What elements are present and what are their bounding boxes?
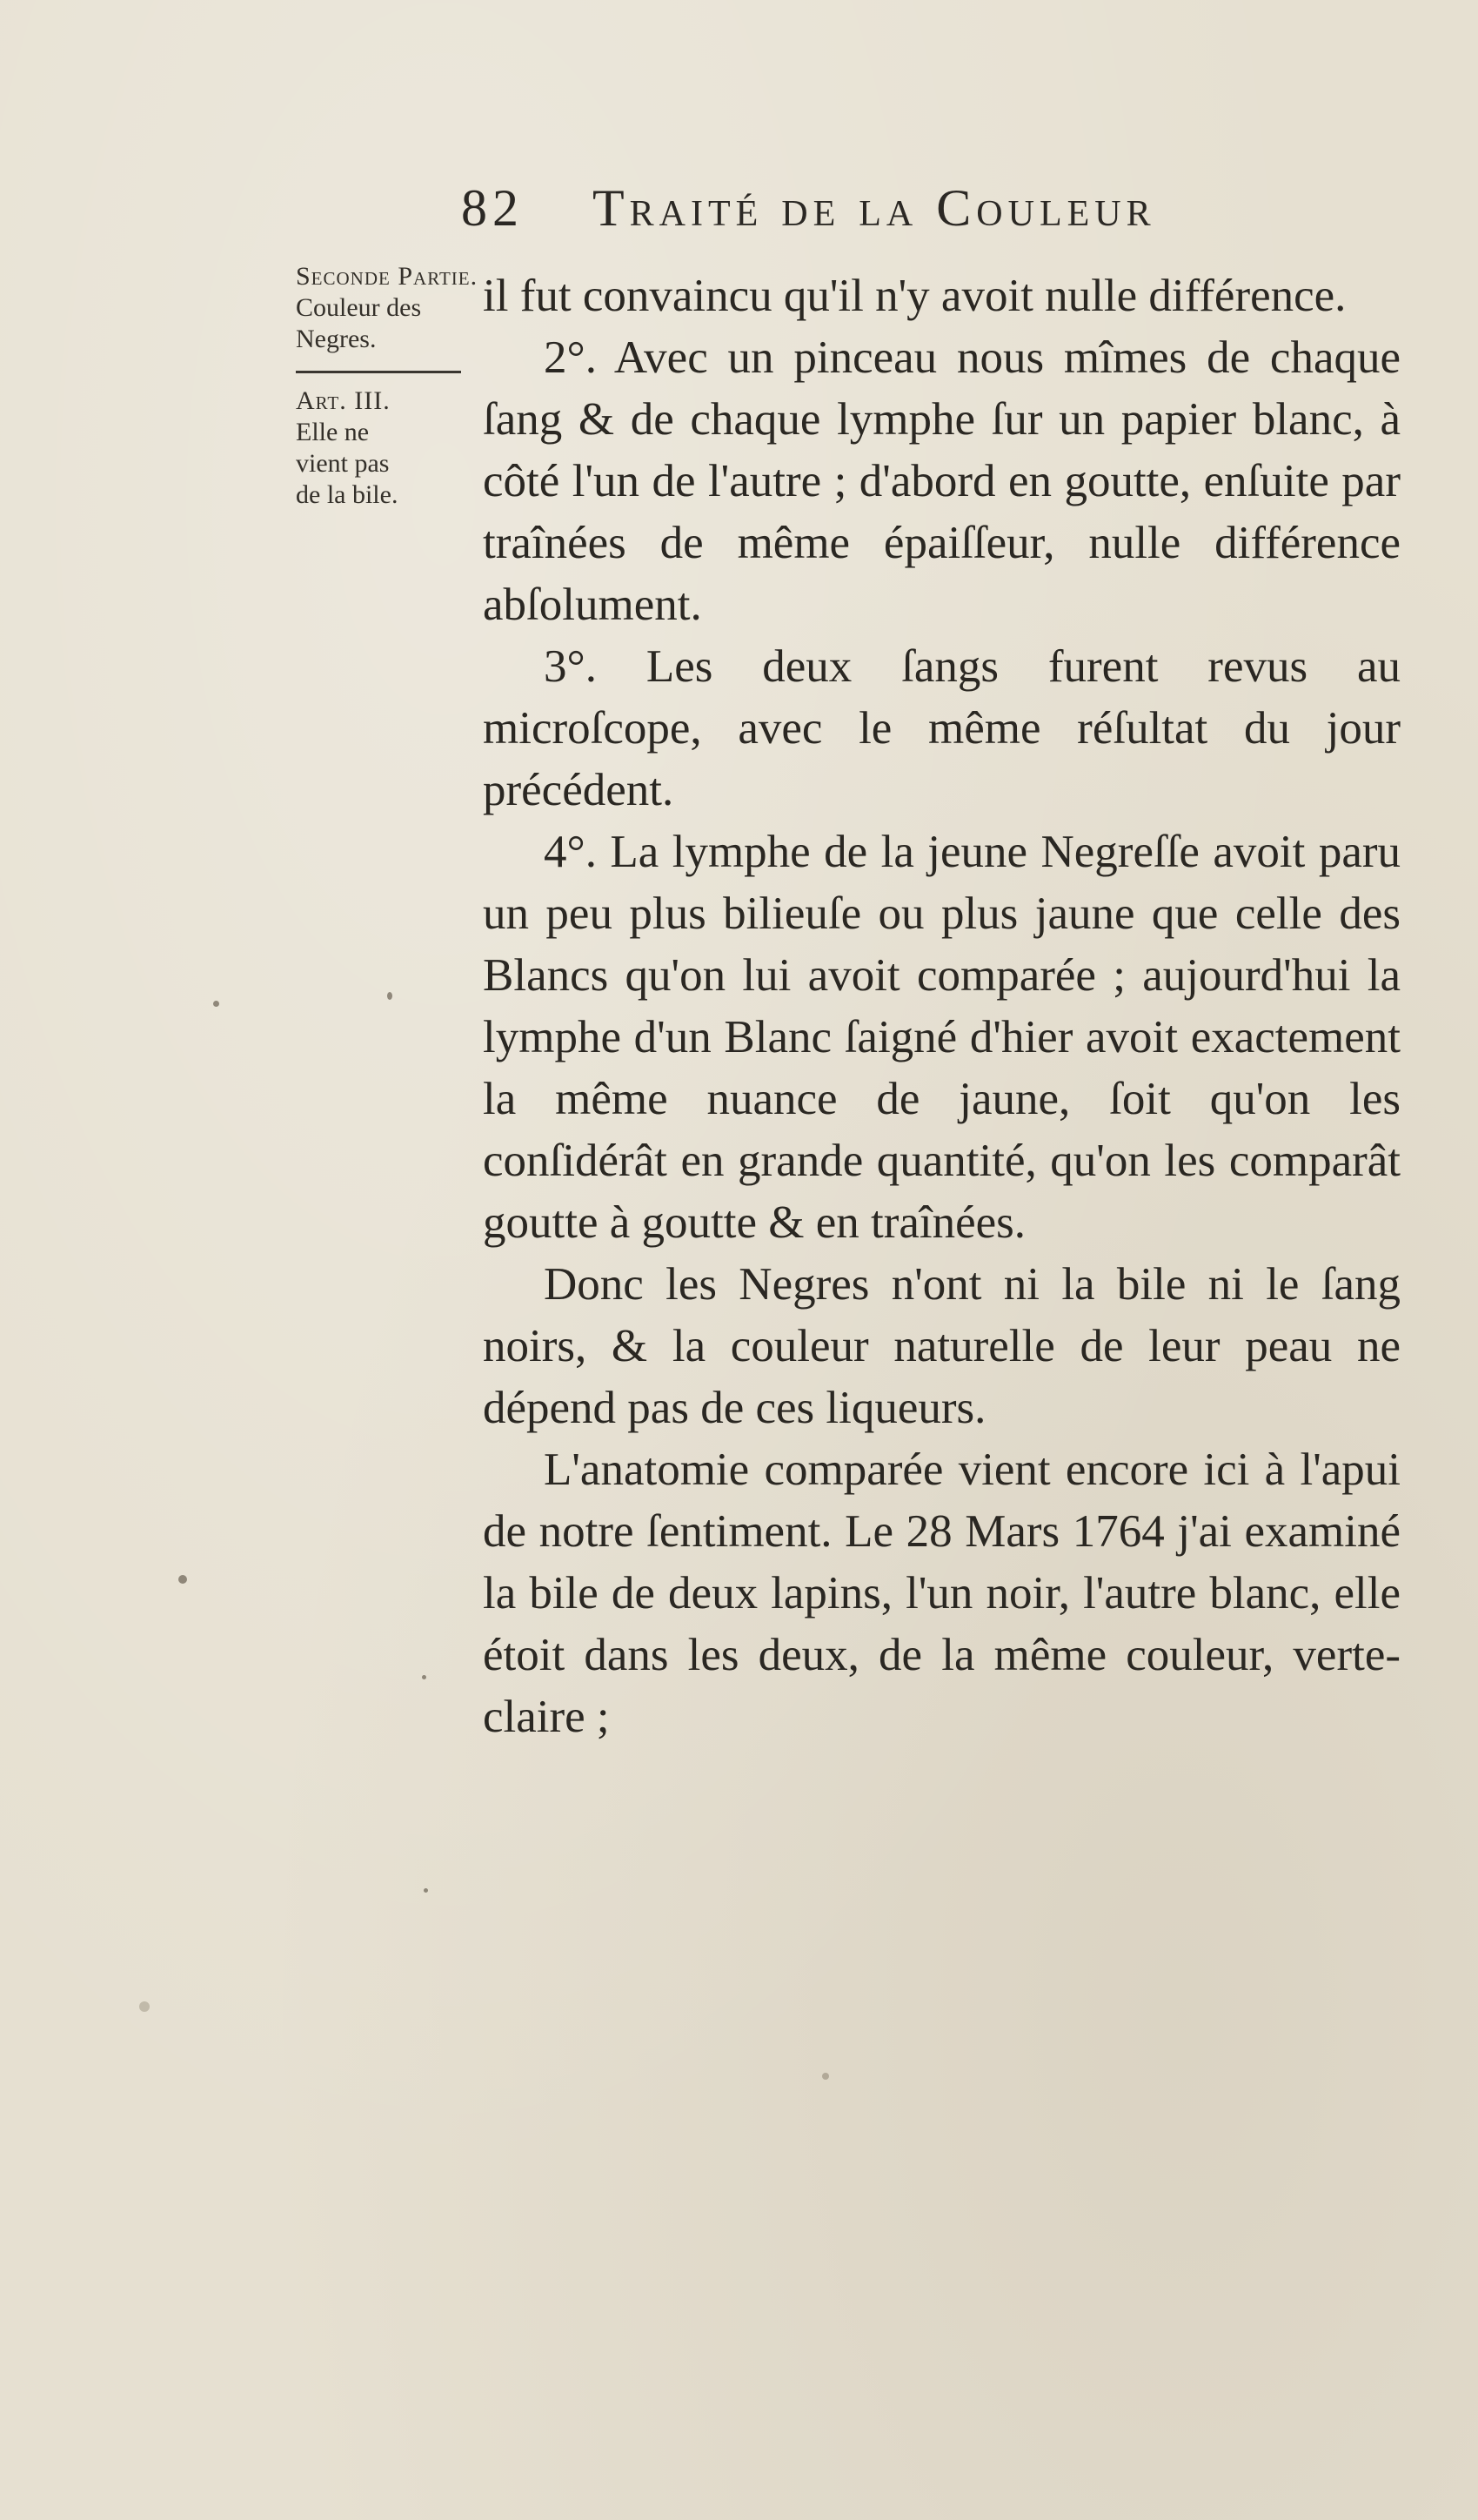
margin-note-line-2: vient pas [296,449,390,478]
paragraph-4: 4°. La lymphe de la jeune Negreſſe avoit paru un peu plus bilieuſe ou plus jaune que celle des Blancs qu'on lui avoit comparée ; aujourd'hui la lymphe d'un Blanc ſaigné d'hier avoit exactement la même nuance de jaune, ſoit qu'on les conſidérât en grande quantité, qu'on les comparât goutte à goutte & en traînées. [483,827,1401,1248]
paper-speck [139,2001,150,2012]
margin-article: Art. III. [296,386,391,415]
margin-notes [296,261,478,511]
paragraph-3: 3°. Les deux ſangs furent revus au microſcope, avec le même réſultat du jour précédent. [483,641,1401,815]
margin-rule [296,371,461,373]
paper-speck [178,1575,187,1584]
paragraph-1: il fut convaincu qu'il n'y avoit nulle différence. [483,271,1347,321]
margin-note-line-1: Elle ne [296,418,370,446]
page-number: 82 [461,179,524,237]
margin-section: Couleur des Negres. [296,293,422,353]
running-head [461,178,1401,239]
paper-speck [387,992,392,1000]
margin-note-line-3: de la bile. [296,480,398,509]
margin-part: Seconde Partie. [296,262,478,291]
body-text [483,265,1401,1748]
paper-speck [422,1675,426,1679]
running-title: Traité de la Couleur [592,179,1156,237]
paper-speck [213,1001,219,1007]
paragraph-2: 2°. Avec un pinceau nous mîmes de chaque ſang & de chaque lymphe ſur un papier blanc, à côté l'un de l'autre ; d'abord en goutte, enſuite par traînées de même épaiſſeur, nulle différence abſolument. [483,332,1401,630]
paper-speck [822,2073,829,2080]
paper-speck [424,1888,428,1893]
paragraph-5: Donc les Negres n'ont ni la bile ni le ſang noirs, & la couleur naturelle de leur peau ne dépend pas de ces liqueurs. [483,1259,1401,1433]
paragraph-6: L'anatomie comparée vient encore ici à l'apui de notre ſentiment. Le 28 Mars 1764 j'ai examiné la bile de deux lapins, l'un noir, l'autre blanc, elle étoit dans les deux, de la même couleur, verte-claire ; [483,1444,1401,1742]
